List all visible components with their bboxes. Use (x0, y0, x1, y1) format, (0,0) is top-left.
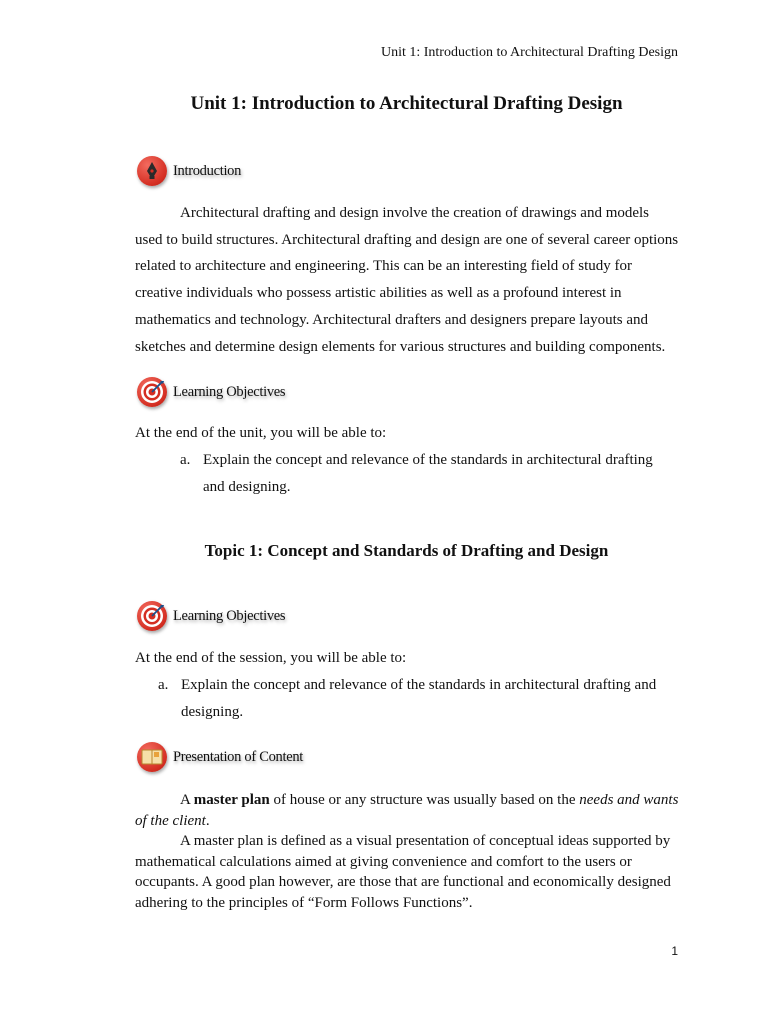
list-item (180, 447, 660, 500)
list-marker: a. (180, 452, 191, 468)
definition-paragraph: A master plan is defined as a visual presentation of conceptual ideas supported by mathematical calculations aimed at giving convenience and comfort to the users or occupants. A good plan however, are those that are functional and economically designed adhering to the principles of “Form Follows Functions”. (135, 833, 671, 911)
running-header: Unit 1: Introduction to Architectural Drafting Design (380, 45, 678, 60)
unit-objectives-lead: At the end of the unit, you will be able to: (135, 425, 387, 441)
list-item (158, 672, 663, 725)
list-item-text: Explain the concept and relevance of the standards in architectural drafting and designing. (181, 677, 657, 720)
section-heading-presentation (137, 742, 303, 772)
intro-paragraph: Architectural drafting and design involve the creation of drawings and models used to build structures. Architectural drafting and design are one of several career options related to architecture and engineering. This can be an interesting field of study for creative individuals who possess artistic abilities as well as a profound interest in mathematics and technology. Architectural drafters and designers prepare layouts and sketches and determine design elements for various structures and building components. (135, 205, 679, 355)
term-master-plan: master plan (193, 792, 270, 808)
section-label: Learning Objectives (173, 607, 286, 624)
text-run: A (180, 792, 194, 808)
text-run: . (205, 812, 210, 829)
section-label: Learning Objectives (173, 383, 286, 400)
target-icon (137, 377, 167, 407)
list-item-text: Explain the concept and relevance of the standards in architectural drafting and designing. (203, 452, 653, 495)
page-title: Unit 1: Introduction to Architectural Drafting Design (190, 93, 623, 114)
section-label: Presentation of Content (173, 748, 304, 765)
section-heading-unit-objectives (137, 377, 285, 407)
text-run: of house or any structure was usually based on the (269, 792, 580, 808)
section-label: Introduction (173, 162, 242, 179)
emphasis-needs-wants: needs and wants of the client (135, 792, 679, 829)
section-heading-introduction (137, 156, 241, 186)
master-plan-paragraph (135, 790, 680, 831)
section-heading-topic-objectives (137, 601, 285, 631)
topic-objectives-lead: At the end of the session, you will be able to: (135, 650, 407, 666)
book-icon (137, 742, 167, 772)
topic-title: Topic 1: Concept and Standards of Drafting and Design (204, 541, 609, 560)
list-marker: a. (158, 677, 169, 693)
pen-nib-icon (137, 156, 167, 186)
page-number: 1 (671, 944, 678, 958)
target-icon (137, 601, 167, 631)
